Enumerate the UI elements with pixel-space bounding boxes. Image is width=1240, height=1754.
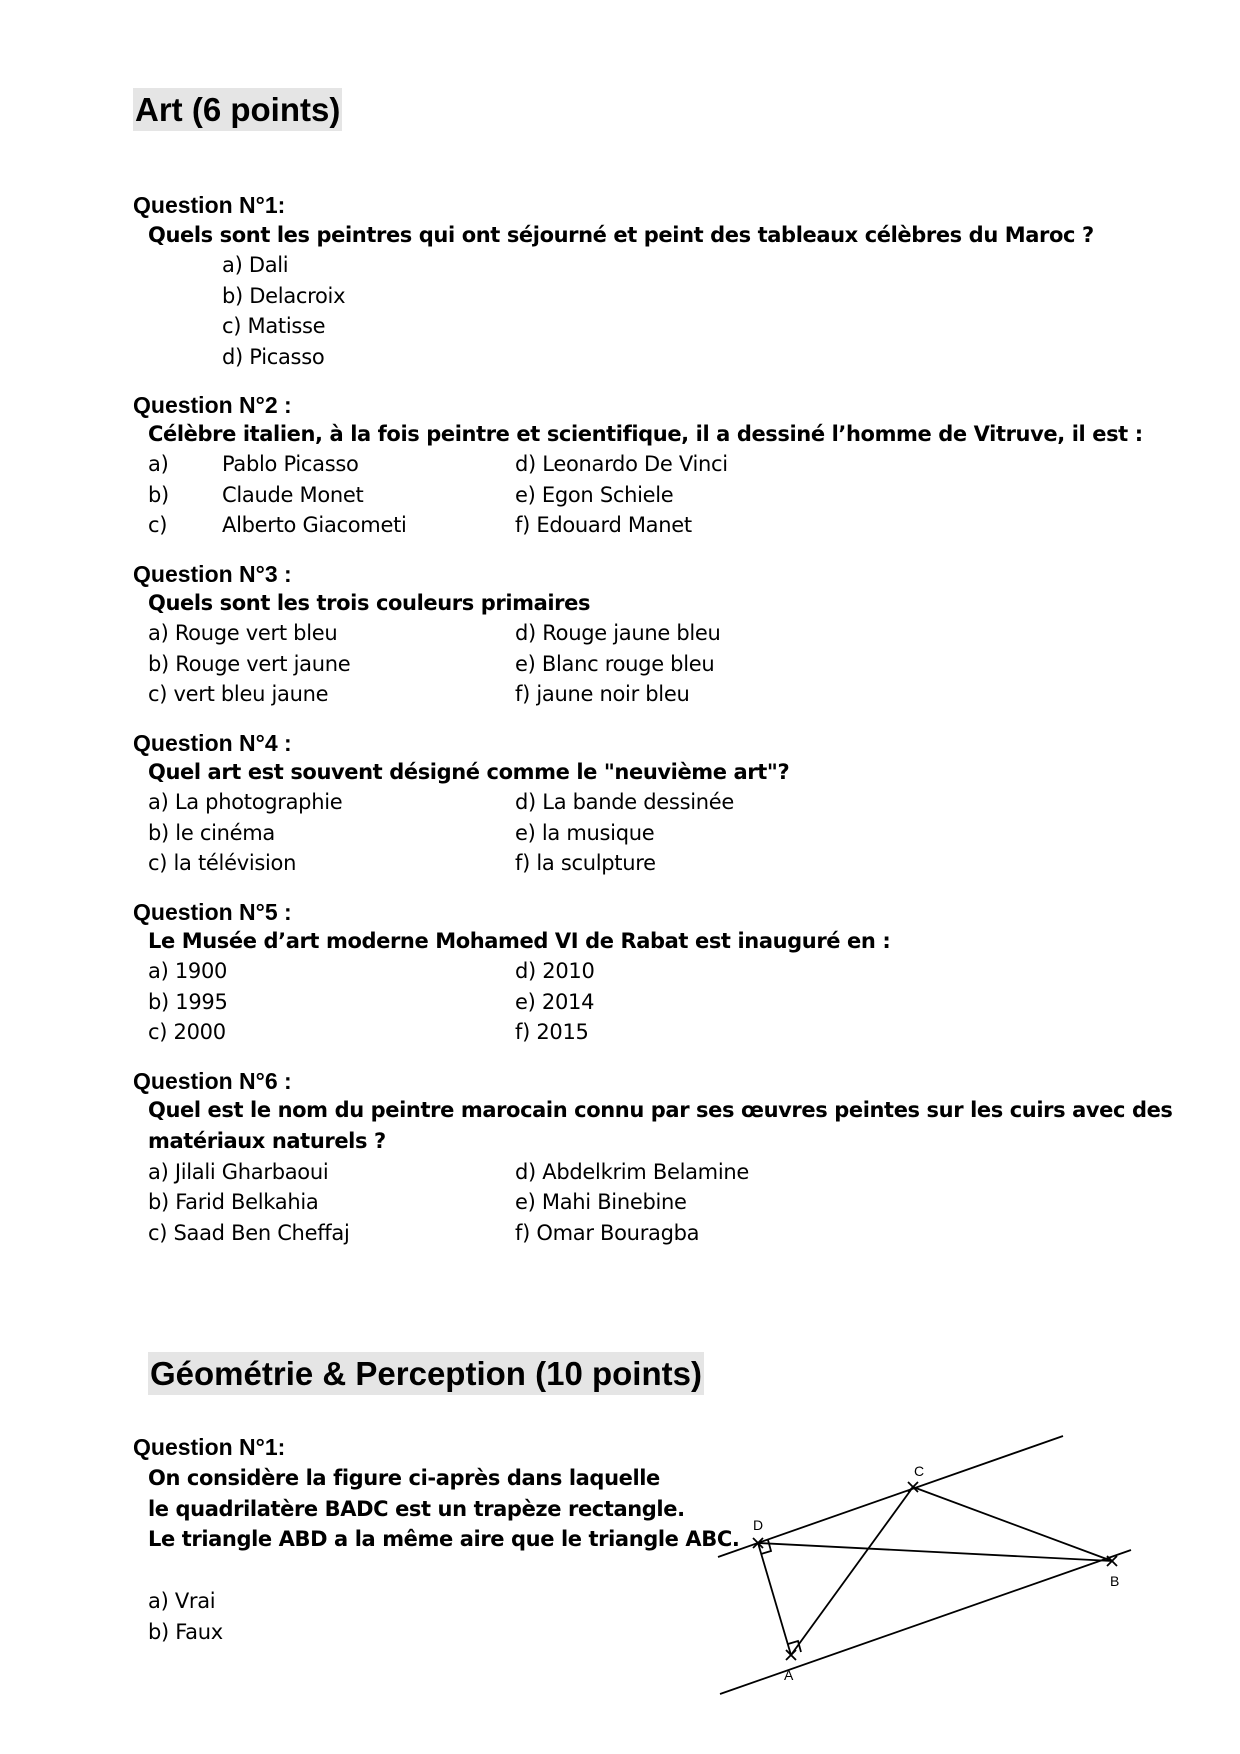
art-q5-option-a: a) 1900 xyxy=(148,959,228,983)
geometry-q1-text-line1: On considère la figure ci-après dans laquelle xyxy=(148,1466,660,1490)
art-q5-option-d: d) 2010 xyxy=(515,959,595,983)
art-q6-option-b: b) Farid Belkahia xyxy=(148,1190,319,1214)
art-q4-option-d: d) La bande dessinée xyxy=(515,790,734,814)
art-q5-option-f: f) 2015 xyxy=(515,1020,589,1044)
art-q4-option-b: b) le cinéma xyxy=(148,821,275,845)
art-q5-option-b: b) 1995 xyxy=(148,990,228,1014)
art-q6-option-c: c) Saad Ben Cheffaj xyxy=(148,1221,350,1245)
art-q6-option-f: f) Omar Bouragba xyxy=(515,1221,700,1245)
geometry-q1-option-b: b) Faux xyxy=(148,1620,223,1644)
label-a: A xyxy=(784,1667,794,1683)
art-question-6-text-line1: Quel est le nom du peintre marocain connu par ses œuvres peintes sur les cuirs avec des xyxy=(148,1098,1173,1122)
segment-da xyxy=(758,1543,791,1655)
art-q3-option-c: c) vert bleu jaune xyxy=(148,682,329,706)
art-q3-option-d: d) Rouge jaune bleu xyxy=(515,621,721,645)
art-q2-letter-b: b) xyxy=(148,483,169,507)
geometry-q1-text-line2: le quadrilatère BADC est un trapèze rectangle. xyxy=(148,1497,685,1521)
art-q3-option-f: f) jaune noir bleu xyxy=(515,682,690,706)
art-q1-option-c: c) Matisse xyxy=(222,314,326,338)
art-q1-option-d: d) Picasso xyxy=(222,345,325,369)
art-question-4-text: Quel art est souvent désigné comme le "neuvième art"? xyxy=(148,760,790,784)
art-q2-option-d: d) Leonardo De Vinci xyxy=(515,452,728,476)
art-question-4-heading: Question N°4 : xyxy=(133,730,292,756)
art-q2-letter-a: a) xyxy=(148,452,169,476)
segment-ca xyxy=(791,1487,913,1655)
art-question-3-text: Quels sont les trois couleurs primaires xyxy=(148,591,591,615)
segment-cb xyxy=(913,1487,1112,1561)
art-question-1-heading: Question N°1: xyxy=(133,192,286,218)
label-d: D xyxy=(753,1517,764,1533)
art-q3-option-e: e) Blanc rouge bleu xyxy=(515,652,715,676)
art-question-3-heading: Question N°3 : xyxy=(133,561,292,587)
art-q6-option-a: a) Jilali Gharbaoui xyxy=(148,1160,329,1184)
art-question-5-text: Le Musée d’art moderne Mohamed VI de Rabat est inauguré en : xyxy=(148,929,891,953)
trapezoid-figure xyxy=(708,1418,1148,1718)
art-q2-letter-c: c) xyxy=(148,513,168,537)
art-q1-option-b: b) Delacroix xyxy=(222,284,346,308)
art-q6-option-d: d) Abdelkrim Belamine xyxy=(515,1160,749,1184)
art-q5-option-e: e) 2014 xyxy=(515,990,595,1014)
art-section-title: Art (6 points) xyxy=(133,88,342,131)
art-q6-option-e: e) Mahi Binebine xyxy=(515,1190,687,1214)
parallel-line-dc xyxy=(718,1436,1063,1557)
segment-db xyxy=(758,1543,1112,1561)
art-question-2-heading: Question N°2 : xyxy=(133,392,292,418)
geometry-question-1-heading: Question N°1: xyxy=(133,1434,286,1460)
art-q4-option-a: a) La photographie xyxy=(148,790,343,814)
art-q3-option-a: a) Rouge vert bleu xyxy=(148,621,338,645)
art-q4-option-f: f) la sculpture xyxy=(515,851,656,875)
art-question-1-text: Quels sont les peintres qui ont séjourné et peint des tableaux célèbres du Maroc ? xyxy=(148,223,1094,247)
geometry-section-title: Géométrie & Perception (10 points) xyxy=(148,1352,704,1395)
label-c: C xyxy=(914,1463,925,1479)
art-q1-option-a: a) Dali xyxy=(222,253,289,277)
art-question-6-heading: Question N°6 : xyxy=(133,1068,292,1094)
art-q5-option-c: c) 2000 xyxy=(148,1020,226,1044)
art-q3-option-b: b) Rouge vert jaune xyxy=(148,652,351,676)
art-q2-option-f: f) Edouard Manet xyxy=(515,513,692,537)
art-q4-option-e: e) la musique xyxy=(515,821,655,845)
art-question-2-text: Célèbre italien, à la fois peintre et scientifique, il a dessiné l’homme de Vitruve, il est : xyxy=(148,422,1143,446)
art-q4-option-c: c) la télévision xyxy=(148,851,297,875)
art-q2-option-c: Alberto Giacometi xyxy=(222,513,407,537)
art-question-5-heading: Question N°5 : xyxy=(133,899,292,925)
art-q2-option-e: e) Egon Schiele xyxy=(515,483,674,507)
geometry-q1-option-a: a) Vrai xyxy=(148,1589,216,1613)
art-question-6-text-line2: matériaux naturels ? xyxy=(148,1129,386,1153)
label-b: B xyxy=(1110,1573,1120,1589)
geometry-q1-text-line3: Le triangle ABD a la même aire que le triangle ABC. xyxy=(148,1527,740,1551)
art-q2-option-b: Claude Monet xyxy=(222,483,364,507)
art-q2-option-a: Pablo Picasso xyxy=(222,452,359,476)
